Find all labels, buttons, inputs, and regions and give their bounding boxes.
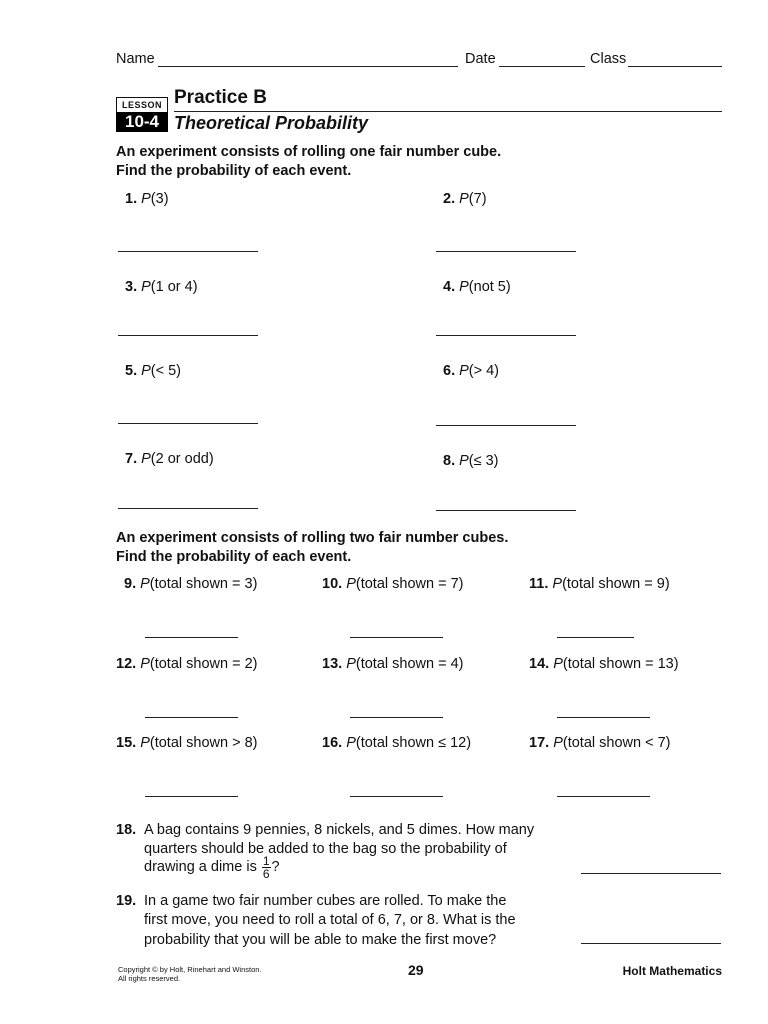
problem-3: 3. P(1 or 4) xyxy=(125,279,198,295)
problem-9: 9. P(total shown = 3) xyxy=(124,576,258,592)
problem-8: 8. P(≤ 3) xyxy=(443,453,499,469)
section1-instruction-2: Find the probability of each event. xyxy=(116,163,352,179)
answer-16[interactable] xyxy=(350,796,443,797)
lesson-label: LESSON xyxy=(116,97,168,113)
problem-1: 1. P(3) xyxy=(125,191,169,207)
class-field[interactable] xyxy=(628,66,722,67)
answer-12[interactable] xyxy=(145,717,238,718)
problem-18-number: 18. xyxy=(116,822,137,838)
page-subtitle: Theoretical Probability xyxy=(174,113,369,133)
problem-14: 14. P(total shown = 13) xyxy=(529,656,679,672)
problem-10: 10. P(total shown = 7) xyxy=(322,576,464,592)
problem-19-line2: first move, you need to roll a total of 6, 7, or 8. What is the xyxy=(144,912,516,928)
problem-2: 2. P(7) xyxy=(443,191,487,207)
lesson-number: 10-4 xyxy=(116,112,168,132)
problem-19-line3: probability that you will be able to make the first move? xyxy=(144,932,497,948)
answer-2[interactable] xyxy=(436,251,576,252)
answer-17[interactable] xyxy=(557,796,650,797)
fraction-one-sixth: $\frac{1}{6}$ xyxy=(262,853,270,881)
section1-instruction-1: An experiment consists of rolling one fair number cube. xyxy=(116,144,502,160)
page-number: 29 xyxy=(408,962,424,978)
answer-9[interactable] xyxy=(145,637,238,638)
problem-12: 12. P(total shown = 2) xyxy=(116,656,258,672)
name-label: Name xyxy=(116,51,155,67)
problem-19-line1: In a game two fair number cubes are rolled. To make the xyxy=(144,893,507,909)
problem-11: 11. P(total shown = 9) xyxy=(529,576,670,592)
answer-19[interactable] xyxy=(581,943,721,944)
answer-6[interactable] xyxy=(436,425,576,426)
date-field[interactable] xyxy=(499,66,585,67)
answer-15[interactable] xyxy=(145,796,238,797)
problem-13: 13. P(total shown = 4) xyxy=(322,656,464,672)
problem-7: 7. P(2 or odd) xyxy=(125,451,214,467)
answer-1[interactable] xyxy=(118,251,258,252)
problem-18-line3: drawing a dime is $\frac{1}{6}$ ? xyxy=(144,853,280,881)
problem-6: 6. P(> 4) xyxy=(443,363,500,379)
answer-8[interactable] xyxy=(436,510,576,511)
page-title: Practice B xyxy=(174,87,267,108)
problem-5: 5. P(< 5) xyxy=(125,363,182,379)
answer-7[interactable] xyxy=(118,508,258,509)
answer-14[interactable] xyxy=(557,717,650,718)
problem-17: 17. P(total shown < 7) xyxy=(529,735,671,751)
section2-instruction-1: An experiment consists of rolling two fair number cubes. xyxy=(116,530,509,546)
class-label: Class xyxy=(590,51,627,67)
name-field[interactable] xyxy=(158,66,458,67)
answer-3[interactable] xyxy=(118,335,258,336)
publisher: Holt Mathematics xyxy=(622,964,722,978)
answer-18[interactable] xyxy=(581,873,721,874)
copyright-line2: All rights reserved. xyxy=(118,974,181,983)
date-label: Date xyxy=(465,51,496,67)
problem-15: 15. P(total shown > 8) xyxy=(116,735,258,751)
section2-instruction-2: Find the probability of each event. xyxy=(116,549,352,565)
problem-4: 4. P(not 5) xyxy=(443,279,511,295)
copyright-line1: Copyright © by Holt, Rinehart and Winston. xyxy=(118,965,262,974)
problem-16: 16. P(total shown ≤ 12) xyxy=(322,735,472,751)
answer-4[interactable] xyxy=(436,335,576,336)
problem-18-line2: quarters should be added to the bag so the probability of xyxy=(144,841,507,857)
problem-19-number: 19. xyxy=(116,893,137,909)
problem-18-line1: A bag contains 9 pennies, 8 nickels, and 5 dimes. How many xyxy=(144,822,535,838)
answer-13[interactable] xyxy=(350,717,443,718)
answer-10[interactable] xyxy=(350,637,443,638)
answer-11[interactable] xyxy=(557,637,634,638)
answer-5[interactable] xyxy=(118,423,258,424)
